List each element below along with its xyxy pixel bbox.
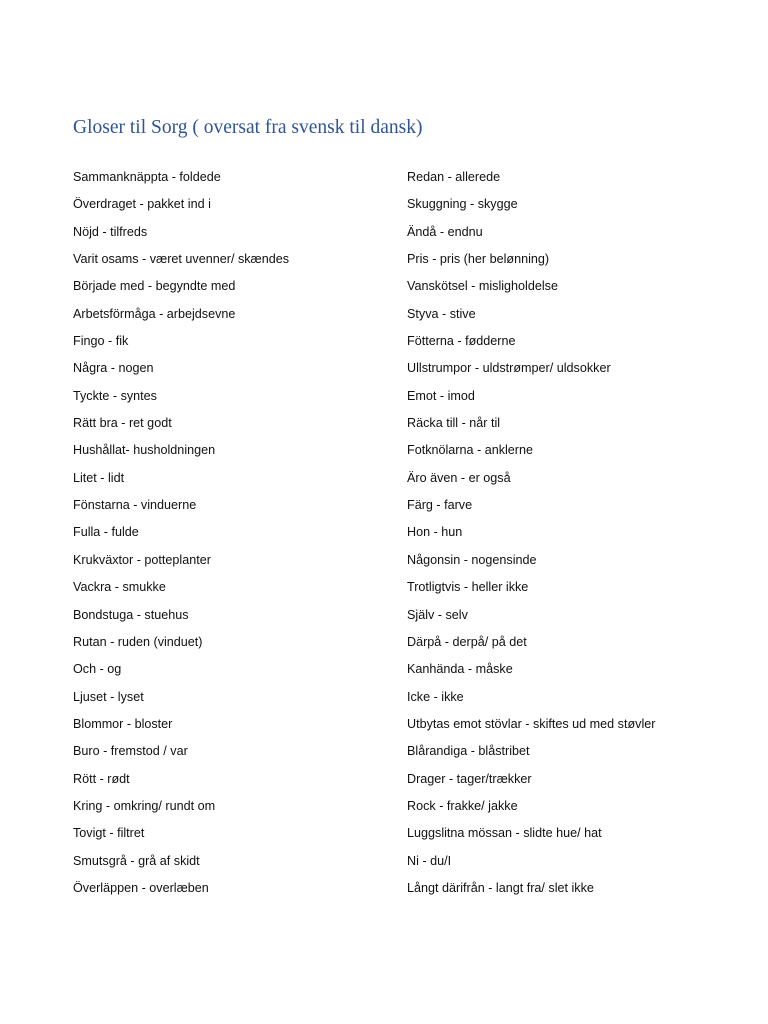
glossary-entry: Sammanknäppta - foldede xyxy=(73,170,221,184)
glossary-entry: Fönstarna - vinduerne xyxy=(73,498,197,513)
glossary-entry: Rock - frakke/ jakke xyxy=(407,798,518,813)
glossary-entry: Redan - allerede xyxy=(407,170,501,184)
glossary-entry: Överdraget - pakket ind i xyxy=(73,197,211,212)
glossary-entry: Själv - selv xyxy=(407,607,468,622)
glossary-entry: Ni - du/I xyxy=(407,853,452,868)
glossary-entry: Nöjd - tilfreds xyxy=(73,224,148,239)
glossary-entry: Varit osams - været uvenner/ skændes xyxy=(73,252,290,267)
glossary-entry: Ullstrumpor - uldstrømper/ uldsokker xyxy=(407,361,611,376)
glossary-entry: Icke - ikke xyxy=(407,689,464,704)
glossary-entry: Buro - fremstod / var xyxy=(73,744,188,759)
glossary-entry: Utbytas emot stövlar - skiftes ud med støvler xyxy=(407,716,656,731)
glossary-entry: Kanhända - måske xyxy=(407,662,513,677)
page-title: Gloser til Sorg ( oversat fra svensk til dansk) xyxy=(73,117,423,138)
swedish-danish-glossary-right-column xyxy=(407,168,655,906)
glossary-entry: Tyckte - syntes xyxy=(73,388,157,403)
glossary-entry: Luggslitna mössan - slidte hue/ hat xyxy=(407,826,602,841)
glossary-entry: Började med - begyndte med xyxy=(73,279,236,294)
glossary-entry: Krukväxtor - potteplanter xyxy=(73,552,211,567)
glossary-entry: Pris - pris (her belønning) xyxy=(407,252,550,267)
glossary-entry: Några - nogen xyxy=(73,361,154,376)
glossary-entry: Fötterna - fødderne xyxy=(407,334,516,349)
glossary-entry: Ändå - endnu xyxy=(407,224,483,239)
glossary-entry: Smutsgrå - grå af skidt xyxy=(73,853,200,868)
glossary-entry: Blårandiga - blåstribet xyxy=(407,744,530,759)
glossary-entry: Kring - omkring/ rundt om xyxy=(73,798,216,813)
glossary-entry: Därpå - derpå/ på det xyxy=(407,634,527,649)
glossary-entry: Drager - tager/trækker xyxy=(407,771,532,786)
glossary-entry: Blommor - bloster xyxy=(73,716,173,731)
glossary-entry: Tovigt - filtret xyxy=(73,826,145,841)
glossary-entry: Rött - rødt xyxy=(73,771,130,786)
glossary-entry: Hushållat- husholdningen xyxy=(73,443,216,458)
glossary-entry: Långt därifrån - langt fra/ slet ikke xyxy=(407,880,594,895)
glossary-entry: Vanskötsel - misligholdelse xyxy=(407,279,558,294)
glossary-entry: Litet - lidt xyxy=(73,470,125,485)
glossary-entry: Skuggning - skygge xyxy=(407,197,518,212)
glossary-entry: Rätt bra - ret godt xyxy=(73,416,172,431)
glossary-entry: Fulla - fulde xyxy=(73,525,139,540)
glossary-entry: Fingo - fik xyxy=(73,334,129,349)
swedish-danish-glossary-left-column xyxy=(73,168,289,906)
glossary-entry: Färg - farve xyxy=(407,498,473,513)
glossary-entry: Rutan - ruden (vinduet) xyxy=(73,634,203,649)
glossary-entry: Emot - imod xyxy=(407,388,475,403)
glossary-entry: Arbetsförmåga - arbejdsevne xyxy=(73,306,236,321)
glossary-entry: Och - og xyxy=(73,662,122,677)
glossary-entry: Bondstuga - stuehus xyxy=(73,607,189,622)
glossary-entry: Överläppen - overlæben xyxy=(73,880,209,895)
glossary-entry: Trotligtvis - heller ikke xyxy=(407,580,529,595)
glossary-entry: Räcka till - når til xyxy=(407,416,501,431)
glossary-entry: Vackra - smukke xyxy=(73,580,166,595)
glossary-entry: Någonsin - nogensinde xyxy=(407,552,537,567)
glossary-entry: Äro även - er også xyxy=(407,470,511,485)
glossary-entry: Hon - hun xyxy=(407,525,463,540)
glossary-entry: Fotknölarna - anklerne xyxy=(407,443,534,458)
glossary-entry: Ljuset - lyset xyxy=(73,689,144,704)
glossary-entry: Styva - stive xyxy=(407,306,476,321)
